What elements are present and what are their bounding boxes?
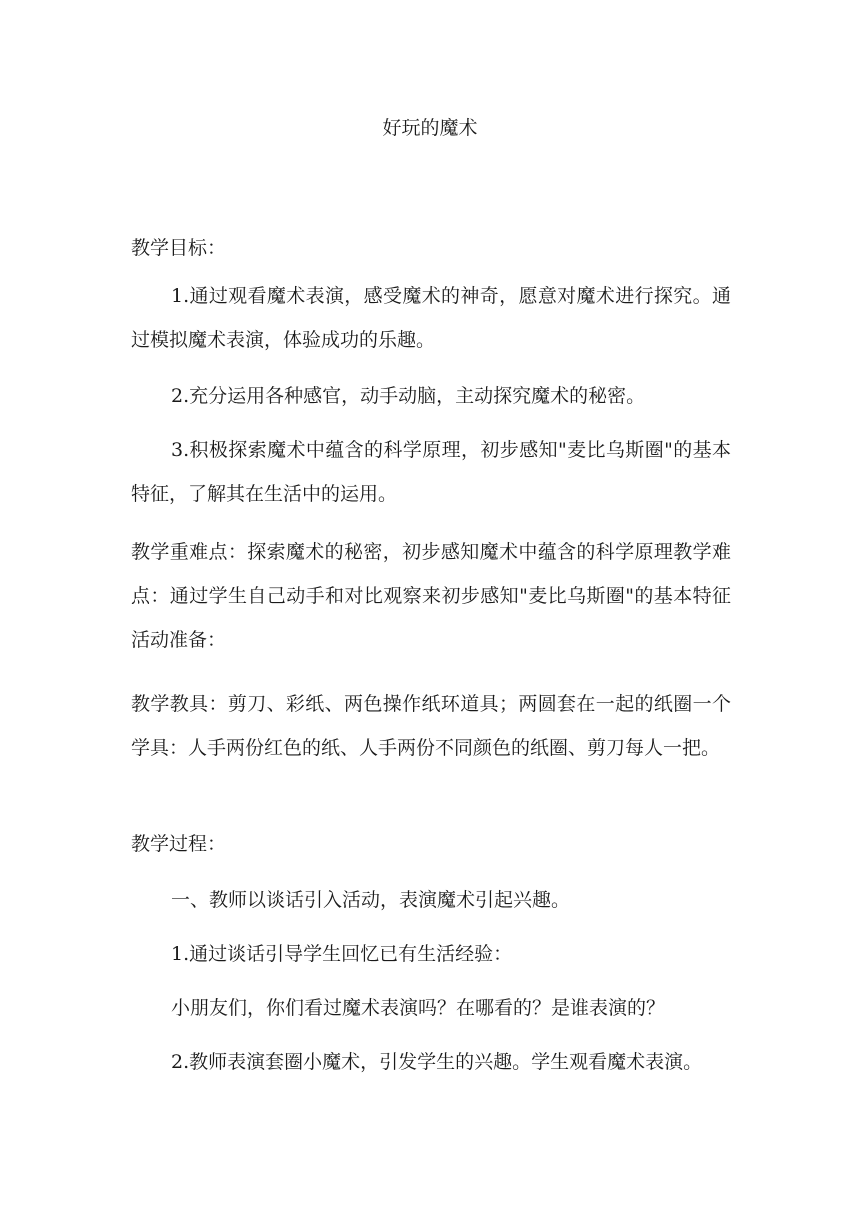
paragraph-key-difficulties: 教学重难点：探索魔术的秘密，初步感知魔术中蕴含的科学原理教学难点：通过学生自己动手和对比观察来初步感知"麦比乌斯圈"的基本特征活动准备： <box>131 541 731 651</box>
paragraph-step-1-2: 2.教师表演套圈小魔术，引发学生的兴趣。学生观看魔术表演。 <box>171 1051 703 1073</box>
paragraph-objective-1: 1.通过观看魔术表演，感受魔术的神奇，愿意对魔术进行探究。通过模拟魔术表演，体验成功的乐趣。 <box>131 285 731 351</box>
paragraph-step-1-1: 1.通过谈话引导学生回忆已有生活经验： <box>171 943 513 965</box>
paragraph-process-heading: 教学过程： <box>131 833 227 855</box>
paragraph-question: 小朋友们，你们看过魔术表演吗？在哪看的？是谁表演的？ <box>171 997 666 1019</box>
paragraph-objective-2: 2.充分运用各种感官，动手动脑，主动探究魔术的秘密。 <box>171 385 646 407</box>
paragraph-objectives-heading: 教学目标： <box>131 237 227 259</box>
document-title: 好玩的魔术 <box>382 117 478 139</box>
paragraph-objective-3: 3.积极探索魔术中蕴含的科学原理，初步感知"麦比乌斯圈"的基本特征，了解其在生活中的运用。 <box>131 439 731 505</box>
paragraph-step-1-heading: 一、教师以谈话引入活动，表演魔术引起兴趣。 <box>171 889 571 911</box>
paragraph-teaching-aids: 教学教具：剪刀、彩纸、两色操作纸环道具；两圆套在一起的纸圈一个学具：人手两份红色的纸、人手两份不同颜色的纸圈、剪刀每人一把。 <box>131 693 731 759</box>
